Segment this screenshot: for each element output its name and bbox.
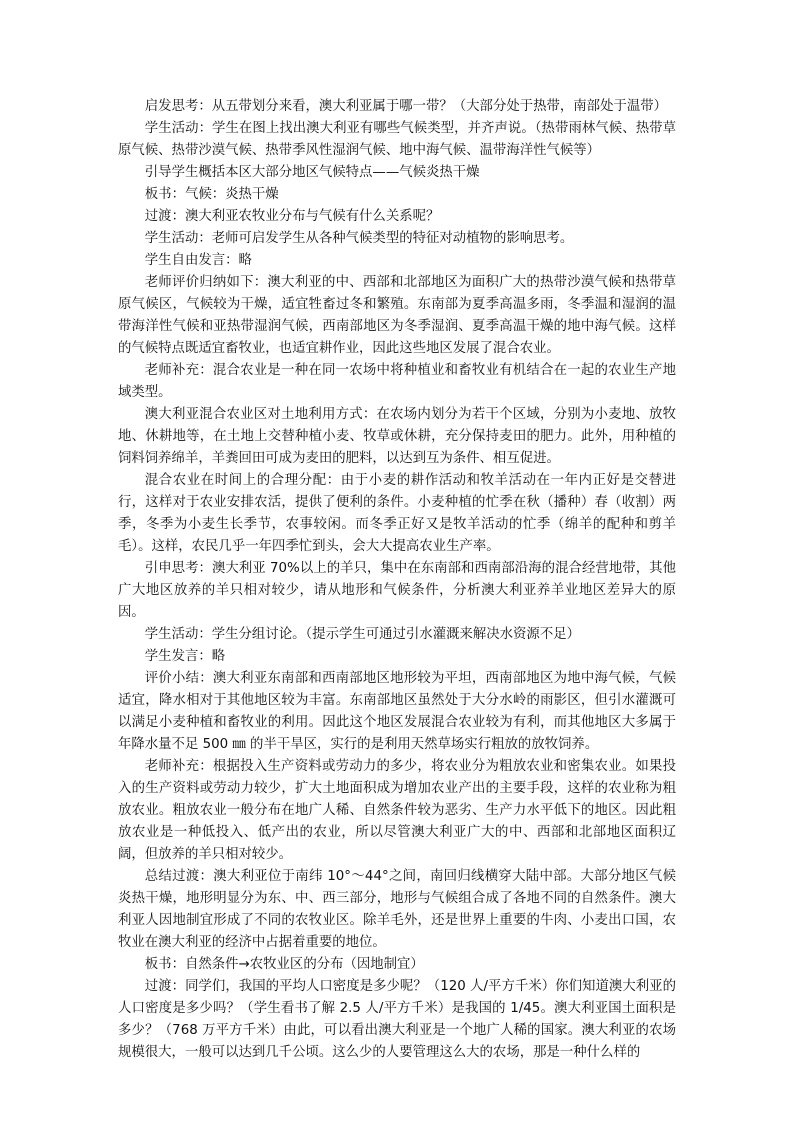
paragraph-extension-question: 引申思考：澳大利亚 70%以上的羊只，集中在东南部和西南部沿海的混合经营地带，其他广大地区放养的羊只相对较少，请从地形和气候条件，分析澳大利亚养羊业地区差异大的原因。 bbox=[118, 561, 676, 620]
paragraph-board-climate: 板书：气候：炎热干燥 bbox=[144, 187, 279, 202]
paragraph-summary-transition: 总结过渡：澳大利亚位于南纬 10°～44°之间，南回归线横穿大陆中部。大部分地区气候炎热干燥，地形明显分为东、中、西三部分，地形与气候组合成了各地不同的自然条件。澳大利亚人因地制宜形成了不同的农牧业区。除羊毛外，还是世界上重要的牛肉、小麦出口国，农牧业在澳大利亚的经济中占据着重要的地位。 bbox=[118, 869, 676, 950]
paragraph-teacher-evaluation: 老师评价归纳如下：澳大利亚的中、西部和北部地区为面积广大的热带沙漠气候和热带草原气候区，气候较为干燥，适宜牲畜过冬和繁殖。东南部为夏季高温多雨，冬季温和湿润的温带海洋性气候和亚热带湿润气候，西南部地区为冬季湿润、夏季高温干燥的地中海气候。这样的气候特点既适宜畜牧业，也适宜耕作业，因此这些地区发展了混合农业。 bbox=[118, 275, 676, 356]
paragraph-free-speech: 学生自由发言：略 bbox=[144, 253, 252, 268]
paragraph-land-use: 澳大利亚混合农业区对土地利用方式：在农场内划分为若干个区域，分别为小麦地、放牧地、休耕地等，在土地上交替种植小麦、牧草或休耕，充分保持麦田的肥力。此外，用种植的饲料饲养绵羊，羊粪回田可成为麦田的肥料，以达到互为条件、相互促进。 bbox=[118, 407, 676, 466]
paragraph-student-activity-climate: 学生活动：学生在图上找出澳大利亚有哪些气候类型，并齐声说。（热带雨林气候、热带草原气候、热带沙漠气候、热带季风性湿润气候、地中海气候、温带海洋性气候等） bbox=[118, 121, 676, 158]
paragraph-teacher-supplement-mixed: 老师补充：混合农业是一种在同一农场中将种植业和畜牧业有机结合在一起的农业生产地域类型。 bbox=[118, 363, 676, 400]
paragraph-transition-agriculture: 过渡：澳大利亚农牧业分布与气候有什么关系呢？ bbox=[144, 209, 440, 224]
paragraph-teacher-supplement-extensive: 老师补充：根据投入生产资料或劳动力的多少，将农业分为粗放农业和密集农业。如果投入的生产资料或劳动力较少，扩大土地面积成为增加农业产出的主要手段，这样的农业称为粗放农业。粗放农业一般分布在地广人稀、自然条件较为恶劣、生产力水平低下的地区。因此粗放农业是一种低投入、低产出的农业，所以尽管澳大利亚广大的中、西部和北部地区面积辽阔，但放养的羊只相对较少。 bbox=[118, 759, 676, 862]
paragraph-group-discussion: 学生活动：学生分组讨论。（提示学生可通过引水灌溉来解决水资源不足） bbox=[144, 627, 580, 642]
paragraph-student-speech: 学生发言：略 bbox=[144, 649, 226, 664]
paragraph-transition-population: 过渡：同学们，我国的平均人口密度是多少呢？（120 人/平方千米）你们知道澳大利亚的人口密度是多少吗？（学生看书了解 2.5 人/平方千米）是我国的 1/45。澳大利亚国土面积是多少？（768 万平方千米）由此，可以看出澳大利亚是一个地广人稀的国家。澳大利亚的农场规模很大，一般可以达到几千公顷。这么少的人要管理这么大的农场，那是一种什么样的 bbox=[118, 979, 676, 1060]
paragraph-board-natural-conditions: 板书：自然条件→农牧业区的分布（因地制宜） bbox=[144, 957, 424, 972]
paragraph-student-activity-inspire: 学生活动：老师可启发学生从各种气候类型的特征对动植物的影响思考。 bbox=[144, 231, 574, 246]
paragraph-inspiration-question: 启发思考：从五带划分来看，澳大利亚属于哪一带？（大部分处于热带，南部处于温带） bbox=[144, 99, 668, 114]
paragraph-guide-summary: 引导学生概括本区大部分地区气候特点——气候炎热干燥 bbox=[144, 165, 480, 180]
paragraph-time-allocation: 混合农业在时间上的合理分配：由于小麦的耕作活动和牧羊活动在一年内正好是交替进行，这样对于农业安排农活，提供了便利的条件。小麦种植的忙季在秋（播种）春（收割）两季，冬季为小麦生长季节，农事较闲。而冬季正好又是牧羊活动的忙季（绵羊的配种和剪羊毛）。这样，农民几乎一年四季忙到头，会大大提高农业生产率。 bbox=[118, 473, 676, 554]
paragraph-evaluation-summary: 评价小结：澳大利亚东南部和西南部地区地形较为平坦，西南部地区为地中海气候，气候适宜，降水相对于其他地区较为丰富。东南部地区虽然处于大分水岭的雨影区，但引水灌溉可以满足小麦种植和畜牧业的利用。因此这个地区发展混合农业较为有利，而其他地区大多属于年降水量不足 500 ㎜ 的半干旱区，实行的是利用天然草场实行粗放的放牧饲养。 bbox=[118, 671, 676, 752]
document-page bbox=[118, 96, 676, 1064]
